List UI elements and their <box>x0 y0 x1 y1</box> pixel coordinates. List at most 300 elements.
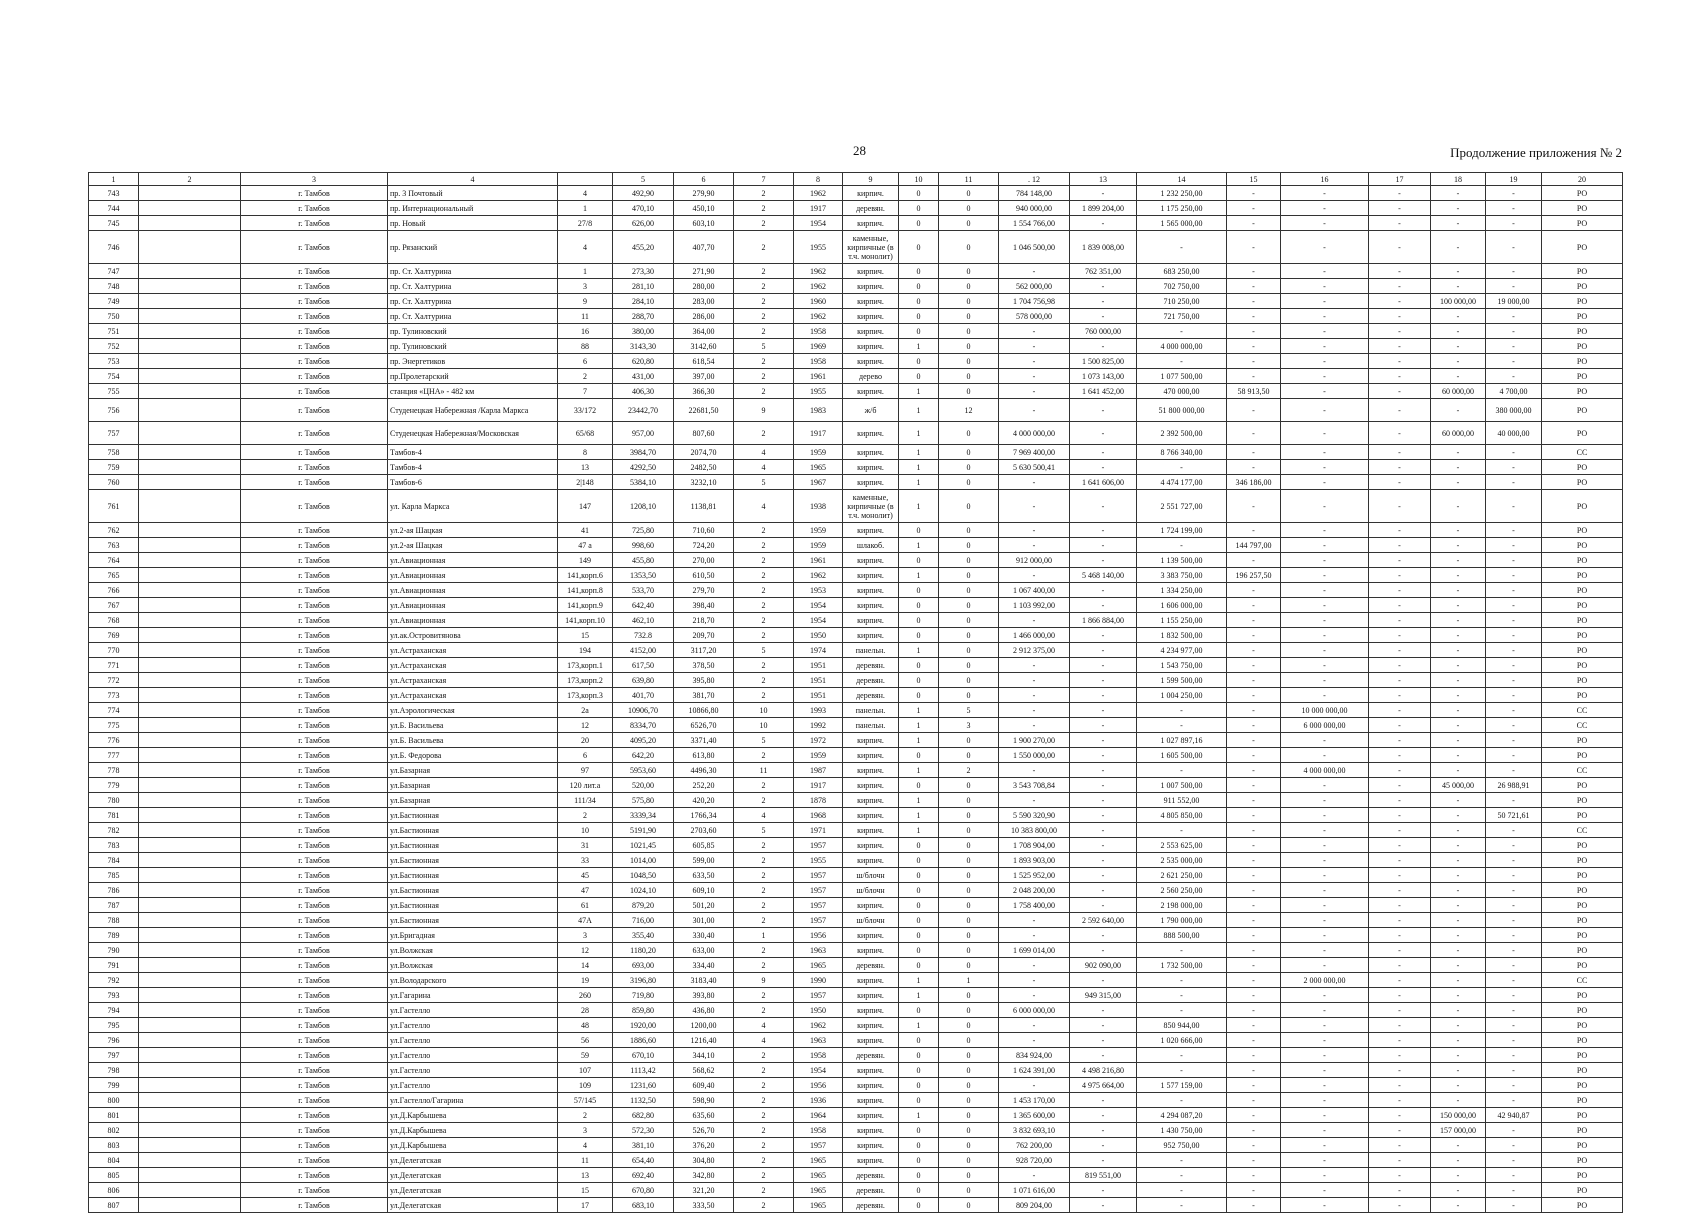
table-cell: - <box>1431 231 1486 264</box>
table-cell: 0 <box>939 913 999 928</box>
table-cell: 1920,00 <box>613 1018 674 1033</box>
table-cell: 4 <box>734 490 794 523</box>
table-cell: 761 <box>89 490 139 523</box>
table-cell: 1967 <box>794 475 843 490</box>
table-cell: 157 000,00 <box>1431 1123 1486 1138</box>
table-cell: - <box>1070 1153 1137 1168</box>
table-cell: 0 <box>939 823 999 838</box>
table-cell: 642,40 <box>613 598 674 613</box>
table-cell: - <box>1227 808 1281 823</box>
table-cell: 0 <box>939 868 999 883</box>
table-cell: - <box>1431 1018 1486 1033</box>
table-cell: 1951 <box>794 688 843 703</box>
table-cell: 1 550 000,00 <box>999 748 1070 763</box>
table-cell <box>139 868 241 883</box>
table-cell: - <box>1431 1048 1486 1063</box>
table-cell: 1886,60 <box>613 1033 674 1048</box>
table-cell: 196 257,50 <box>1227 568 1281 583</box>
table-cell: 2 <box>734 613 794 628</box>
table-cell: ул.Бастионная <box>388 898 558 913</box>
table-cell: кирпич. <box>843 808 899 823</box>
table-cell: 798 <box>89 1063 139 1078</box>
table-cell: - <box>999 399 1070 422</box>
table-cell: кирпич. <box>843 339 899 354</box>
column-header-row <box>89 173 1623 186</box>
table-cell: 0 <box>899 186 939 201</box>
table-cell: 0 <box>939 1003 999 1018</box>
table-cell: 0 <box>899 1063 939 1078</box>
table-cell: 346 186,00 <box>1227 475 1281 490</box>
table-cell: г. Тамбов <box>241 613 388 628</box>
table-cell <box>139 658 241 673</box>
table-cell: 1 500 825,00 <box>1070 354 1137 369</box>
table-cell: 1 758 400,00 <box>999 898 1070 913</box>
table-cell: 1953 <box>794 583 843 598</box>
table-cell: 0 <box>939 688 999 703</box>
table-cell: - <box>1369 913 1431 928</box>
table-cell: 10866,80 <box>674 703 734 718</box>
table-cell: 20 <box>558 733 613 748</box>
table-cell: 575,80 <box>613 793 674 808</box>
table-cell: кирпич. <box>843 445 899 460</box>
table-cell: - <box>1431 748 1486 763</box>
table-cell: РО <box>1542 460 1623 475</box>
table-cell: - <box>1486 1093 1542 1108</box>
table-cell: 774 <box>89 703 139 718</box>
table-cell <box>139 1183 241 1198</box>
table-row <box>89 294 1623 309</box>
column-header: 16 <box>1281 173 1369 186</box>
table-cell <box>139 475 241 490</box>
table-cell: - <box>999 339 1070 354</box>
table-cell: 1963 <box>794 1033 843 1048</box>
table-cell: 0 <box>899 868 939 883</box>
table-cell: 0 <box>939 354 999 369</box>
table-cell: РО <box>1542 778 1623 793</box>
table-cell: - <box>1227 658 1281 673</box>
table-row <box>89 613 1623 628</box>
table-cell: - <box>999 475 1070 490</box>
table-cell: - <box>1227 883 1281 898</box>
table-cell: г. Тамбов <box>241 928 388 943</box>
table-cell: 1 606 000,00 <box>1137 598 1227 613</box>
table-cell: 3371,40 <box>674 733 734 748</box>
table-cell: - <box>1227 422 1281 445</box>
table-cell: ш/блочн <box>843 868 899 883</box>
table-cell: 2 392 500,00 <box>1137 422 1227 445</box>
table-cell: 1 <box>899 793 939 808</box>
table-cell: - <box>1070 553 1137 568</box>
table-cell: 9 <box>558 294 613 309</box>
table-cell <box>139 279 241 294</box>
table-cell: - <box>1431 201 1486 216</box>
table-cell: 0 <box>939 384 999 399</box>
table-cell: ул.Базарная <box>388 793 558 808</box>
table-cell: - <box>1281 658 1369 673</box>
table-cell: - <box>1369 628 1431 643</box>
table-cell: - <box>1070 523 1137 538</box>
table-cell: 1 <box>899 703 939 718</box>
table-cell: 2 <box>734 673 794 688</box>
table-cell: 790 <box>89 943 139 958</box>
table-cell: 45 000,00 <box>1431 778 1486 793</box>
table-row <box>89 1033 1623 1048</box>
table-cell: РО <box>1542 231 1623 264</box>
table-cell: СС <box>1542 718 1623 733</box>
table-cell: 762 351,00 <box>1070 264 1137 279</box>
table-cell <box>139 201 241 216</box>
table-cell: - <box>1070 628 1137 643</box>
column-header: 8 <box>794 173 843 186</box>
table-cell: г. Тамбов <box>241 1183 388 1198</box>
table-cell: 1951 <box>794 658 843 673</box>
column-header: 5 <box>613 173 674 186</box>
table-cell: - <box>1227 1138 1281 1153</box>
table-cell: г. Тамбов <box>241 339 388 354</box>
table-cell: - <box>1431 883 1486 898</box>
table-cell: РО <box>1542 988 1623 1003</box>
table-cell: РО <box>1542 1093 1623 1108</box>
table-cell: 783 <box>89 838 139 853</box>
table-cell: - <box>1431 1198 1486 1213</box>
table-cell: 0 <box>939 1108 999 1123</box>
table-cell: - <box>1431 568 1486 583</box>
table-cell: кирпич. <box>843 613 899 628</box>
table-cell: 568,62 <box>674 1063 734 1078</box>
table-cell: 767 <box>89 598 139 613</box>
table-cell: 3 <box>939 718 999 733</box>
table-cell: г. Тамбов <box>241 658 388 673</box>
table-cell: 1 <box>899 1018 939 1033</box>
table-cell: 1958 <box>794 1123 843 1138</box>
table-cell: 40 000,00 <box>1486 422 1542 445</box>
table-cell: 141,корп.9 <box>558 598 613 613</box>
table-cell: - <box>1486 748 1542 763</box>
table-cell: 376,20 <box>674 1138 734 1153</box>
table-cell: 10 <box>734 703 794 718</box>
table-cell: 2 <box>734 1153 794 1168</box>
table-cell: 780 <box>89 793 139 808</box>
table-cell: 6 000 000,00 <box>1281 718 1369 733</box>
table-row <box>89 1123 1623 1138</box>
table-cell: 732.8 <box>613 628 674 643</box>
table-cell: г. Тамбов <box>241 279 388 294</box>
table-cell: г. Тамбов <box>241 1063 388 1078</box>
table-cell: 1987 <box>794 763 843 778</box>
table-cell: РО <box>1542 1048 1623 1063</box>
table-cell: - <box>999 1033 1070 1048</box>
table-cell: ул.2-ая Шацкая <box>388 538 558 553</box>
table-cell: 1 334 250,00 <box>1137 583 1227 598</box>
table-cell: г. Тамбов <box>241 490 388 523</box>
table-cell: - <box>1486 339 1542 354</box>
table-cell: 2074,70 <box>674 445 734 460</box>
table-cell: - <box>1070 460 1137 475</box>
table-cell <box>139 1108 241 1123</box>
table-cell: 60 000,00 <box>1431 384 1486 399</box>
table-cell: - <box>1486 445 1542 460</box>
table-cell: 803 <box>89 1138 139 1153</box>
table-cell: 2 <box>734 1093 794 1108</box>
table-cell: - <box>1281 1108 1369 1123</box>
table-cell: 2 592 640,00 <box>1070 913 1137 928</box>
table-cell: 1972 <box>794 733 843 748</box>
table-cell: ул.Бастионная <box>388 808 558 823</box>
table-cell: 0 <box>939 216 999 231</box>
table-cell: кирпич. <box>843 973 899 988</box>
table-cell: кирпич. <box>843 838 899 853</box>
table-cell: 141,корп.10 <box>558 613 613 628</box>
table-cell: - <box>999 793 1070 808</box>
table-cell <box>139 186 241 201</box>
table-cell: 1 866 884,00 <box>1070 613 1137 628</box>
table-cell: - <box>1137 1003 1227 1018</box>
table-cell: г. Тамбов <box>241 523 388 538</box>
column-header: 4 <box>388 173 558 186</box>
table-cell: 0 <box>899 958 939 973</box>
table-cell: ул.Авиационная <box>388 553 558 568</box>
table-cell: г. Тамбов <box>241 294 388 309</box>
table-cell: 1958 <box>794 324 843 339</box>
table-cell: РО <box>1542 384 1623 399</box>
table-cell: - <box>1486 264 1542 279</box>
table-cell: - <box>999 688 1070 703</box>
table-cell: - <box>1281 823 1369 838</box>
table-cell: 605,85 <box>674 838 734 853</box>
table-cell: - <box>1281 354 1369 369</box>
table-cell: 1962 <box>794 1018 843 1033</box>
table-row <box>89 422 1623 445</box>
table-cell: - <box>999 718 1070 733</box>
table-cell: 1954 <box>794 1063 843 1078</box>
table-cell: - <box>1227 490 1281 523</box>
table-cell: 0 <box>939 658 999 673</box>
table-cell: - <box>1227 958 1281 973</box>
table-cell: 1200,00 <box>674 1018 734 1033</box>
table-cell: 791 <box>89 958 139 973</box>
table-cell: 0 <box>939 186 999 201</box>
table-cell: - <box>1431 808 1486 823</box>
table-cell: 107 <box>558 1063 613 1078</box>
table-cell: 1 430 750,00 <box>1137 1123 1227 1138</box>
table-cell: - <box>1486 1048 1542 1063</box>
table-cell: 4 000 000,00 <box>1281 763 1369 778</box>
table-cell: 1 839 008,00 <box>1070 231 1137 264</box>
table-cell: 0 <box>939 838 999 853</box>
table-cell: - <box>1281 1183 1369 1198</box>
table-cell: - <box>1431 216 1486 231</box>
table-cell: - <box>1431 1033 1486 1048</box>
table-cell: кирпич. <box>843 1003 899 1018</box>
table-cell: 0 <box>899 838 939 853</box>
table-cell: - <box>1070 763 1137 778</box>
table-cell: 0 <box>899 1048 939 1063</box>
table-cell: 0 <box>939 778 999 793</box>
table-cell: - <box>1486 1123 1542 1138</box>
table-cell: - <box>1281 1168 1369 1183</box>
table-cell: 800 <box>89 1093 139 1108</box>
table-cell: - <box>1281 868 1369 883</box>
table-cell: ул.Гастелло/Гагарина <box>388 1093 558 1108</box>
table-cell: - <box>1137 973 1227 988</box>
table-cell: - <box>1431 460 1486 475</box>
table-cell: - <box>1431 673 1486 688</box>
table-cell: - <box>1486 1078 1542 1093</box>
table-cell: г. Тамбов <box>241 583 388 598</box>
table-cell: 280,00 <box>674 279 734 294</box>
table-cell: - <box>1281 309 1369 324</box>
table-cell: 766 <box>89 583 139 598</box>
table-cell: - <box>1070 643 1137 658</box>
table-cell: кирпич. <box>843 763 899 778</box>
table-cell: 397,00 <box>674 369 734 384</box>
table-cell: 1 <box>899 1108 939 1123</box>
table-cell: 5953,60 <box>613 763 674 778</box>
table-cell: 752 <box>89 339 139 354</box>
table-cell: 17 <box>558 1198 613 1213</box>
table-cell: 0 <box>939 1153 999 1168</box>
table-cell: 620,80 <box>613 354 674 369</box>
table-cell: кирпич. <box>843 475 899 490</box>
table-cell: 2 <box>734 1063 794 1078</box>
table-cell: - <box>1486 928 1542 943</box>
table-cell: 51 800 000,00 <box>1137 399 1227 422</box>
table-cell: 617,50 <box>613 658 674 673</box>
table-cell <box>139 853 241 868</box>
table-cell <box>139 523 241 538</box>
table-cell: каменные, кирпичные (в т.ч. монолит) <box>843 231 899 264</box>
table-cell: кирпич. <box>843 793 899 808</box>
column-header: 10 <box>899 173 939 186</box>
table-cell: деревян. <box>843 958 899 973</box>
table-cell: РО <box>1542 1018 1623 1033</box>
table-cell: 702 750,00 <box>1137 279 1227 294</box>
table-cell: г. Тамбов <box>241 943 388 958</box>
table-cell: РО <box>1542 868 1623 883</box>
table-cell: панельн. <box>843 643 899 658</box>
table-cell: - <box>1227 1018 1281 1033</box>
table-cell: 850 944,00 <box>1137 1018 1227 1033</box>
table-cell: 6 <box>558 748 613 763</box>
table-cell: - <box>1486 763 1542 778</box>
table-cell: 0 <box>899 1033 939 1048</box>
table-cell: 2 <box>734 883 794 898</box>
table-cell: 1962 <box>794 186 843 201</box>
table-cell <box>139 1048 241 1063</box>
table-cell: кирпич. <box>843 384 899 399</box>
table-cell: 2 <box>734 913 794 928</box>
table-cell: - <box>1227 1168 1281 1183</box>
table-cell: - <box>1431 823 1486 838</box>
table-cell: 952 750,00 <box>1137 1138 1227 1153</box>
table-cell: пр. 3 Почтовый <box>388 186 558 201</box>
table-cell: 2 <box>734 264 794 279</box>
table-cell: - <box>1070 928 1137 943</box>
table-cell: кирпич. <box>843 823 899 838</box>
table-cell: 786 <box>89 883 139 898</box>
table-row <box>89 1108 1623 1123</box>
table-cell: - <box>1227 868 1281 883</box>
table-cell: кирпич. <box>843 1138 899 1153</box>
table-cell: - <box>1431 613 1486 628</box>
table-cell: - <box>1227 1183 1281 1198</box>
table-cell: 61 <box>558 898 613 913</box>
table-cell: - <box>999 988 1070 1003</box>
table-cell: - <box>1431 1063 1486 1078</box>
table-cell: РО <box>1542 538 1623 553</box>
table-cell: 380 000,00 <box>1486 399 1542 422</box>
table-cell: 0 <box>899 354 939 369</box>
table-cell: 0 <box>939 613 999 628</box>
table-cell: кирпич. <box>843 1078 899 1093</box>
table-cell: - <box>1281 339 1369 354</box>
table-cell: кирпич. <box>843 309 899 324</box>
table-cell: - <box>999 1168 1070 1183</box>
table-cell: 670,80 <box>613 1183 674 1198</box>
table-cell <box>139 808 241 823</box>
table-cell: 4 <box>734 1018 794 1033</box>
table-cell: 0 <box>899 613 939 628</box>
table-cell: 0 <box>939 748 999 763</box>
table-row <box>89 216 1623 231</box>
table-cell: 765 <box>89 568 139 583</box>
table-cell: г. Тамбов <box>241 1123 388 1138</box>
table-cell: - <box>1369 613 1431 628</box>
table-cell: - <box>1369 928 1431 943</box>
table-cell: - <box>1070 186 1137 201</box>
table-cell: - <box>1486 1168 1542 1183</box>
table-cell: 0 <box>899 523 939 538</box>
table-cell: 795 <box>89 1018 139 1033</box>
table-cell: РО <box>1542 583 1623 598</box>
table-cell: 334,40 <box>674 958 734 973</box>
table-cell: 47А <box>558 913 613 928</box>
table-cell: - <box>1486 868 1542 883</box>
table-cell: - <box>1281 733 1369 748</box>
table-cell: 2 621 250,00 <box>1137 868 1227 883</box>
table-cell: - <box>1227 928 1281 943</box>
table-cell: - <box>1281 369 1369 384</box>
table-cell: - <box>1137 823 1227 838</box>
table-cell: - <box>1281 673 1369 688</box>
table-cell: - <box>1431 793 1486 808</box>
table-cell: 0 <box>899 628 939 643</box>
table-cell: - <box>1227 673 1281 688</box>
table-cell: 2 <box>734 1123 794 1138</box>
table-cell: 4 294 087,20 <box>1137 1108 1227 1123</box>
table-cell: 42 940,87 <box>1486 1108 1542 1123</box>
table-cell: 902 090,00 <box>1070 958 1137 973</box>
table-cell: - <box>1369 1018 1431 1033</box>
table-cell: 1878 <box>794 793 843 808</box>
table-cell: - <box>1486 628 1542 643</box>
table-cell: 4 975 664,00 <box>1070 1078 1137 1093</box>
table-row <box>89 369 1623 384</box>
table-cell: - <box>1281 279 1369 294</box>
table-cell: 1917 <box>794 201 843 216</box>
table-cell: - <box>1281 613 1369 628</box>
table-cell: г. Тамбов <box>241 868 388 883</box>
table-cell: деревян. <box>843 1048 899 1063</box>
table-cell: дерево <box>843 369 899 384</box>
table-cell <box>139 231 241 264</box>
table-row <box>89 808 1623 823</box>
table-cell: - <box>1486 733 1542 748</box>
table-cell: 610,50 <box>674 568 734 583</box>
table-cell: - <box>1486 354 1542 369</box>
table-cell: 5 630 500,41 <box>999 460 1070 475</box>
table-cell: 1956 <box>794 928 843 943</box>
